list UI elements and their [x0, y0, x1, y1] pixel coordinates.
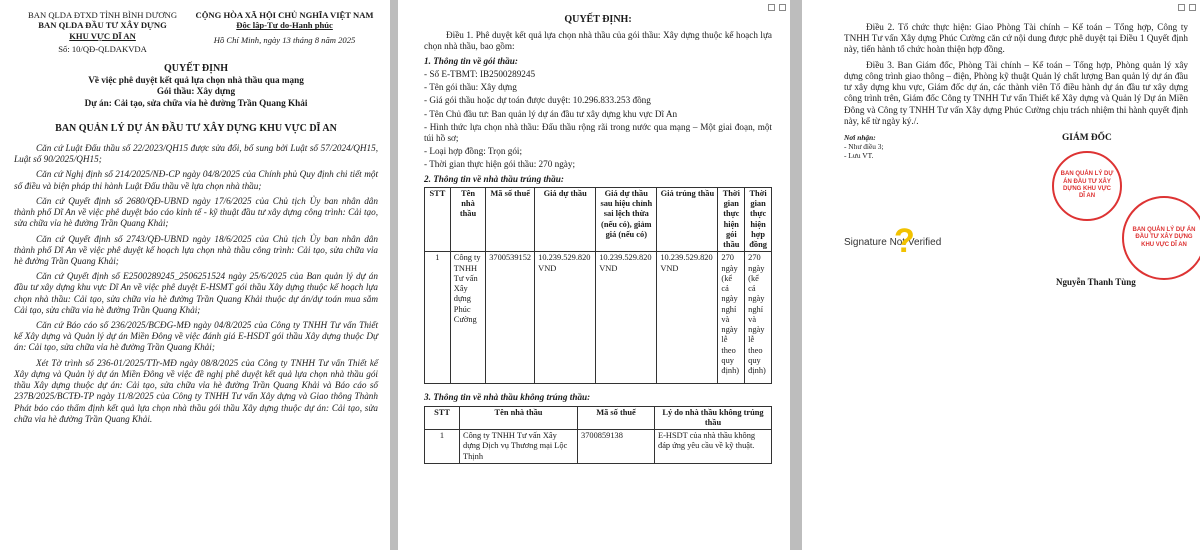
signer-title: GIÁM ĐỐC	[1062, 132, 1112, 143]
table-cell: 10.239.529.820 VND	[657, 252, 718, 384]
signature-status: Signature Not Verified	[844, 236, 942, 248]
table-cell: 10.239.529.820 VND	[535, 252, 596, 384]
legal-basis-paragraph: Xét Tờ trình số 236-01/2025/TTr-MĐ ngày 08/8/2025 của Công ty TNHH Tư vấn Thiết kế Xây dựng và Quản lý dự án Miền Đông về việc đề nghị phê duyệt kết quả lựa chọn nhà thầu gói thầu Xây dựng thuộc dự án: Cải tạo, sửa chữa vỉa hè đường Trần Quang Khải và Báo cáo số 237B/2025/BCTĐ-TP ngày 11/8/2025 của Công ty TNHH Tư vấn Xây dựng và Giao thông Thành Phát báo cáo thẩm định kết quả lựa chọn nhà thầu gói thầu Xây dựng thuộc dự án: Cải tạo, sửa chữa vỉa hè đường Trần Quang Khải.	[14, 357, 378, 424]
table-cell: E-HSDT của nhà thầu không đáp ứng yêu cầu về kỹ thuật.	[655, 430, 772, 464]
recipient-item: - Lưu VT.	[844, 151, 874, 161]
package-info-item: - Giá gói thầu hoặc dự toán được duyệt: 10.296.833.253 đồng	[424, 95, 651, 106]
table-row	[425, 252, 772, 384]
document-header	[14, 10, 378, 55]
table-header-row	[425, 406, 772, 430]
document-page-3	[802, 0, 1200, 550]
legal-basis-list	[14, 143, 378, 425]
recipient-item: - Như điều 3;	[844, 142, 884, 151]
table-cell: 270 ngày (kể cả ngày nghỉ và ngày lễ theo quy định)	[745, 252, 772, 384]
nation-line-1: CỘNG HÒA XÃ HỘI CHỦ NGHĨA VIỆT NAM	[195, 10, 374, 20]
legal-basis-paragraph: Căn cứ Báo cáo số 236/2025/BCĐG-MĐ ngày 04/8/2025 của Công ty TNHH Tư vấn Thiết kế Xây dựng và Quản lý dự án Miền Đông về việc đánh giá E-HSDT gói thầu Xây dựng thuộc Dự án: Cải tạo, sửa chữa vỉa hè đường Trần Quang Khải;	[14, 320, 378, 353]
section-winner-title: 2. Thông tin về nhà thầu trúng thầu:	[424, 173, 564, 184]
document-date: Hồ Chí Minh, ngày 13 tháng 8 năm 2025	[213, 34, 356, 45]
legal-basis-paragraph: Căn cứ Quyết định số 2743/QĐ-UBND ngày 18/6/2025 của Chủ tịch Ủy ban nhân dân thành phố Dĩ An về việc phê duyệt kế hoạch lựa chọn nhà thầu công trình: Cải tạo, sửa chữa vỉa hè đường Trần Quang Khải;	[14, 233, 378, 266]
org-line-3: KHU VỰC DĨ AN	[69, 30, 136, 41]
org-line-1: BAN QLDA ĐTXD TỈNH BÌNH DƯƠNG	[28, 10, 178, 20]
winning-bidder-table	[424, 187, 772, 385]
article-1: Điều 1. Phê duyệt kết quả lựa chọn nhà thầu của gói thầu: Xây dựng thuộc kế hoạch lựa chọn nhà thầu, bao gồm:	[424, 30, 772, 52]
table-header-row	[425, 187, 772, 252]
legal-basis-paragraph: Căn cứ Luật Đấu thầu số 22/2023/QH15 được sửa đổi, bổ sung bởi Luật số 57/2024/QH15, Luật số 90/2025/QH15;	[14, 142, 378, 165]
table-header: Mã số thuế	[578, 406, 655, 430]
table-cell: Công ty TNHH Tư vấn Xây dựng Dịch vụ Thương mại Lộc Thịnh	[460, 430, 578, 464]
section-package-info-title: 1. Thông tin về gói thầu:	[424, 55, 518, 66]
package-info-list	[424, 69, 772, 171]
table-header: Thời gian thực hiện gói thầu	[718, 187, 745, 252]
decision-title: QUYẾT ĐỊNH	[164, 62, 228, 74]
decision-subtitle: Về việc phê duyệt kết quả lựa chọn nhà thầu qua mạng	[88, 75, 304, 86]
document-number: Số: 10/QĐ-QLDAKVDA	[58, 44, 147, 55]
package-info-item: - Thời gian thực hiện gói thầu: 270 ngày;	[424, 159, 576, 170]
table-row	[425, 430, 772, 464]
section-loser-title: 3. Thông tin về nhà thầu không trúng thầu:	[424, 392, 591, 403]
losing-bidder-table	[424, 406, 772, 464]
legal-basis-paragraph: Căn cứ Quyết định số E2500289245_2506251524 ngày 25/6/2025 của Ban quản lý dự án đầu tư xây dựng khu vực Dĩ An về việc phê duyệt E-HSMT gói thầu Xây dựng thuộc kế hoạch lựa chọn nhà thầu: Cải tạo, sửa chữa vỉa hè đường Trần Quang Khải thuộc dự án/dự toán mua sắm Cải tạo, sửa chữa vỉa hè đường Trần Quang Khải;	[14, 271, 378, 315]
package-info-item: - Tên Chủ đầu tư: Ban quản lý dự án đầu tư xây dựng khu vực Dĩ An	[424, 108, 678, 119]
table-cell: 1	[425, 252, 451, 384]
article-3: Điều 3. Ban Giám đốc, Phòng Tài chính – Kế toán – Tổng hợp, Phòng quản lý xây dựng công trình giao thông – điện, Phòng kỹ thuật Quản lý chất lượng Ban quản lý dự án đầu tư xây dựng khu vực, Giám đốc dự án, các thành viên Tổ điều hành dự án đầu tư xây dựng công trình trên, Giám đốc Công ty TNHH Tư vấn Thiết kế Xây dựng và Quản lý Dự án Miền Đông và Công ty TNHH Tư vấn Xây dựng Phúc Cường chịu trách nhiệm thi hành quyết định này, kể từ ngày ký./.	[844, 59, 1188, 126]
legal-basis-paragraph: Căn cứ Nghị định số 214/2025/NĐ-CP ngày 04/8/2025 của Chính phủ Quy định chi tiết một số điều và biện pháp thi hành Luật Đấu thầu về lựa chọn nhà thầu;	[14, 169, 378, 191]
package-info-item: - Hình thức lựa chọn nhà thầu: Đấu thầu rộng rãi trong nước qua mạng – Một giai đoạn, một túi hồ sơ;	[424, 121, 772, 143]
document-page-1	[0, 0, 390, 550]
issuing-authority: BAN QUẢN LÝ DỰ ÁN ĐẦU TƯ XÂY DỰNG KHU VỰC DĨ AN	[55, 122, 337, 134]
legal-basis-paragraph: Căn cứ Quyết định số 2680/QĐ-UBND ngày 17/6/2025 của Chủ tịch Ủy ban nhân dân thành phố Dĩ An về việc phê duyệt báo cáo kinh tế - kỹ thuật đầu tư xây dựng công trình: Cải tạo, sửa chữa vỉa hè đường Trần Quang Khải;	[14, 195, 378, 229]
project-name: Dự án: Cải tạo, sửa chữa vỉa hè đường Trần Quang Khải	[84, 97, 308, 108]
package-name: Gói thầu: Xây dựng	[156, 86, 236, 97]
table-cell: 1	[425, 430, 460, 464]
table-header: Thời gian thực hiện hợp đồng	[745, 187, 772, 252]
signer-name: Nguyễn Thanh Tùng	[1056, 276, 1136, 287]
seal-text: BAN QUẢN LÝ DỰ ÁN ĐẦU TƯ XÂY DỰNG KHU VỰC DĨ AN	[1060, 171, 1114, 200]
document-page-2	[398, 0, 790, 550]
page-markers	[1178, 4, 1196, 11]
table-cell: 3700539152	[486, 252, 535, 384]
edge-seal	[1122, 196, 1200, 280]
nation-line-2: Độc lập-Tự do-Hạnh phúc	[236, 20, 333, 31]
table-header: Giá trúng thầu	[657, 187, 718, 252]
article-2: Điều 2. Tổ chức thực hiện: Giao Phòng Tài chính – Kế toán – Tổng hợp, Công ty TNHH Tư vấn Xây dựng Phúc Cường căn cứ nội dung được phê duyệt tại Điều 1 Quyết định này, tiến hành tổ chức hoàn thiện hợp đồng.	[844, 22, 1188, 55]
recipients-title: Nơi nhận:	[844, 132, 876, 142]
package-info-item: - Loại hợp đồng: Trọn gói;	[424, 146, 523, 157]
decision-heading: QUYẾT ĐỊNH:	[564, 14, 632, 25]
national-motto	[191, 10, 378, 55]
package-info-item: - Tên gói thầu: Xây dựng	[424, 82, 517, 93]
table-header: Tên nhà thầu	[450, 187, 485, 252]
page-markers	[768, 4, 786, 11]
table-header: STT	[425, 406, 460, 430]
org-line-2: BAN QLDA ĐẦU TƯ XÂY DỰNG	[38, 20, 167, 31]
recipients	[844, 133, 984, 160]
table-header: Giá dự thầu sau hiệu chỉnh sai lệch thừa (nếu có), giảm giá (nếu có)	[596, 187, 657, 252]
table-header: Giá dự thầu	[535, 187, 596, 252]
table-cell: 3700859138	[578, 430, 655, 464]
table-cell: 270 ngày (kể cả ngày nghỉ và ngày lễ theo quy định)	[718, 252, 745, 384]
issuing-organization	[14, 10, 191, 55]
table-cell: 10.239.529.820 VND	[596, 252, 657, 384]
table-header: Lý do nhà thầu không trúng thầu	[655, 406, 772, 430]
question-mark-icon: ?	[894, 221, 915, 260]
table-header: STT	[425, 187, 451, 252]
table-cell: Công ty TNHH Tư vấn Xây dựng Phúc Cường	[450, 252, 485, 384]
official-seal	[1052, 151, 1122, 221]
table-header: Tên nhà thầu	[460, 406, 578, 430]
table-header: Mã số thuế	[486, 187, 535, 252]
package-info-item: - Số E-TBMT: IB2500289245	[424, 68, 536, 79]
seal-text: BAN QUẢN LÝ DỰ ÁN ĐẦU TƯ XÂY DỰNG KHU VỰC DĨ AN	[1132, 227, 1196, 248]
